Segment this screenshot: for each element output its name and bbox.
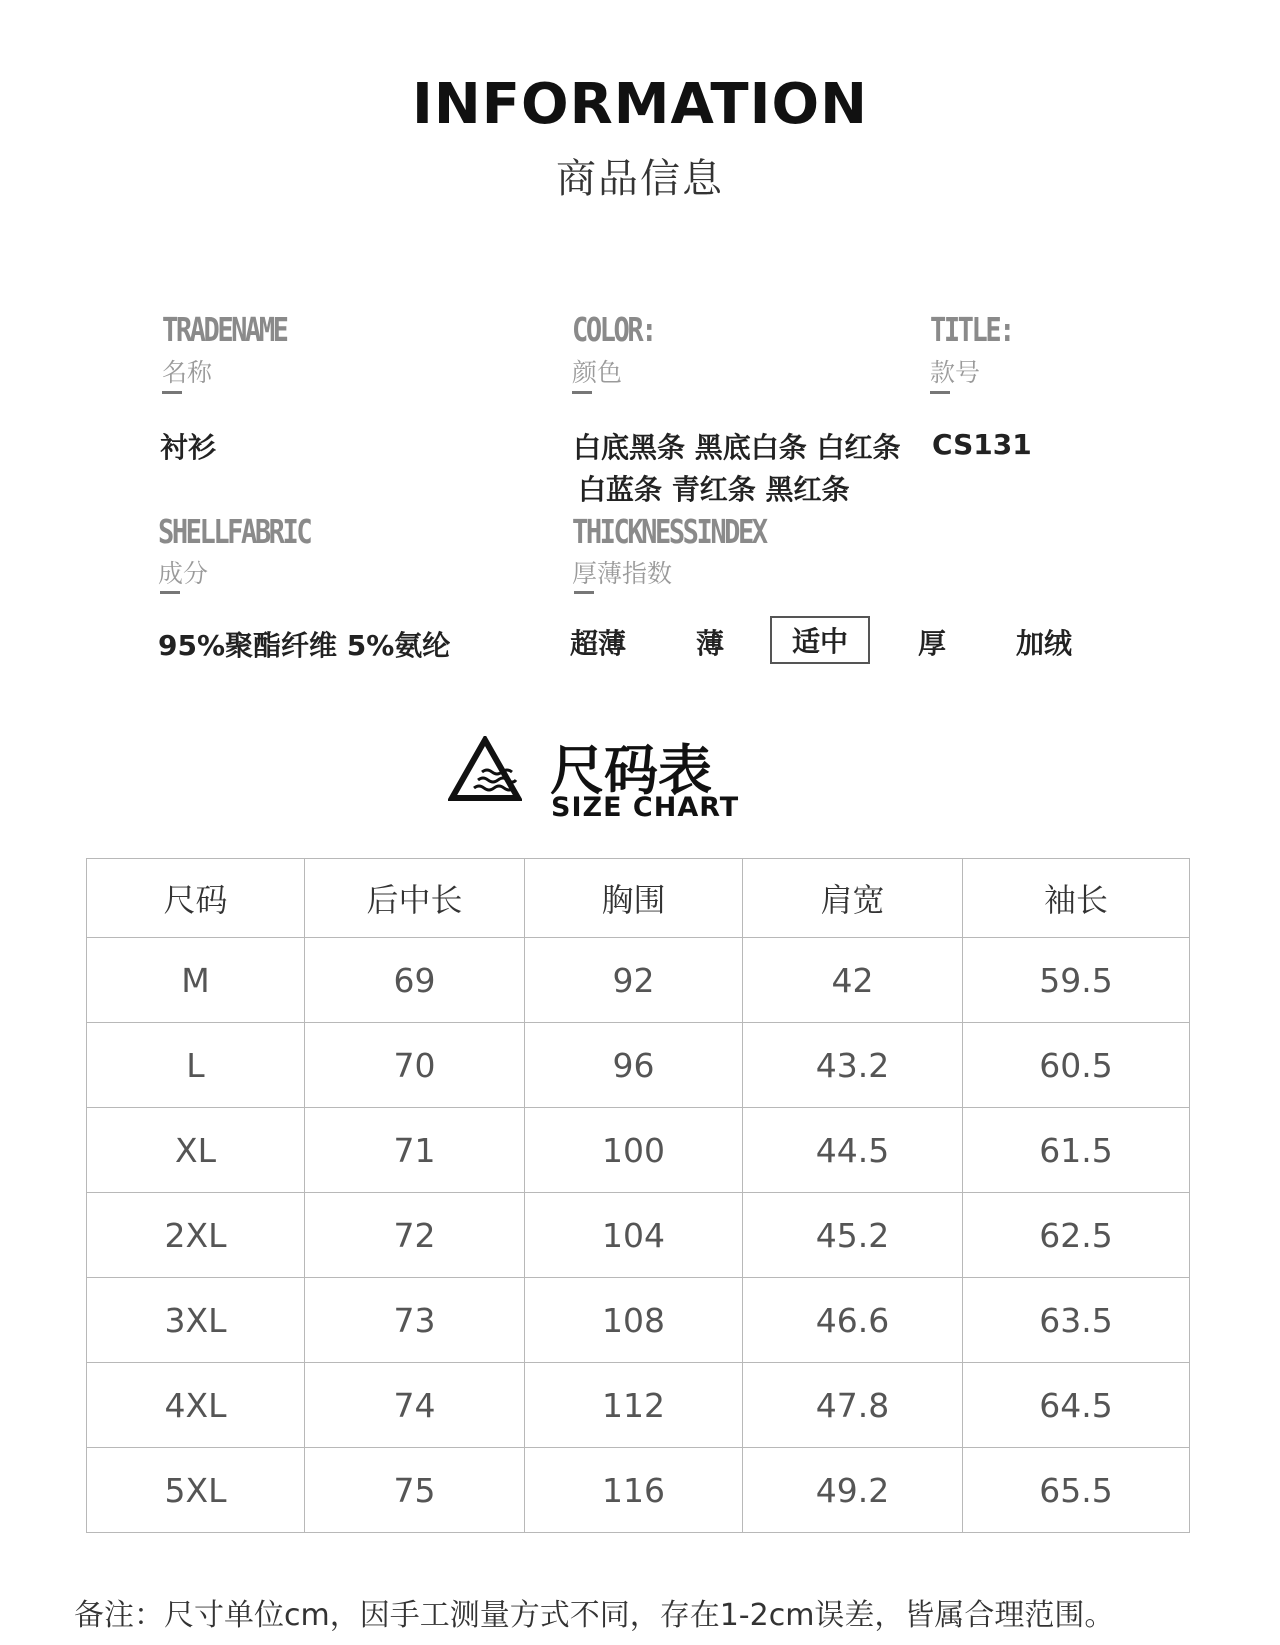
title-label-cn: 款号 <box>930 358 981 387</box>
table-cell: 100 <box>525 1108 743 1193</box>
thickness-label-cn: 厚薄指数 <box>572 559 673 588</box>
column-header: 肩宽 <box>743 859 963 938</box>
thickness-option-fleece: 加绒 <box>1016 627 1073 660</box>
table-cell: 64.5 <box>963 1363 1190 1448</box>
table-cell: 46.6 <box>743 1278 963 1363</box>
table-cell: 4XL <box>87 1363 305 1448</box>
table-cell: 49.2 <box>743 1448 963 1533</box>
table-cell: 71 <box>305 1108 525 1193</box>
table-cell: 61.5 <box>963 1108 1190 1193</box>
thickness-option-super-thin: 超薄 <box>570 627 627 660</box>
shellfabric-label-cn: 成分 <box>158 559 209 588</box>
thickness-option-medium-selected: 适中 <box>770 616 870 664</box>
title-value: CS131 <box>932 428 1032 461</box>
table-cell: 62.5 <box>963 1193 1190 1278</box>
table-row <box>87 1278 1190 1363</box>
title-label: TITLE: <box>930 310 1013 349</box>
tradename-value: 衬衫 <box>160 431 217 464</box>
column-header: 袖长 <box>963 859 1190 938</box>
table-cell: 74 <box>305 1363 525 1448</box>
table-cell: 96 <box>525 1023 743 1108</box>
table-cell: 44.5 <box>743 1108 963 1193</box>
table-cell: 75 <box>305 1448 525 1533</box>
triangle-wave-icon <box>448 736 522 802</box>
size-table <box>86 858 1190 1533</box>
title-divider <box>930 391 950 394</box>
table-cell: 112 <box>525 1363 743 1448</box>
page-title: INFORMATION <box>412 72 868 137</box>
table-cell: 42 <box>743 938 963 1023</box>
size-note: 备注：尺寸单位cm，因手工测量方式不同，存在1-2cm误差，皆属合理范围。 <box>74 1598 1115 1633</box>
table-cell: 59.5 <box>963 938 1190 1023</box>
table-cell: 108 <box>525 1278 743 1363</box>
color-value-line1: 白底黑条 黑底白条 白红条 <box>573 431 901 464</box>
thickness-label: THICKNESSINDEX <box>572 512 766 551</box>
table-cell: 72 <box>305 1193 525 1278</box>
table-cell: XL <box>87 1108 305 1193</box>
table-row <box>87 1193 1190 1278</box>
table-cell: 73 <box>305 1278 525 1363</box>
table-cell: 69 <box>305 938 525 1023</box>
thickness-option-thick: 厚 <box>918 627 947 660</box>
table-cell: L <box>87 1023 305 1108</box>
table-cell: M <box>87 938 305 1023</box>
color-label-cn: 颜色 <box>572 358 623 387</box>
page-subtitle: 商品信息 <box>556 156 724 202</box>
table-cell: 65.5 <box>963 1448 1190 1533</box>
table-cell: 92 <box>525 938 743 1023</box>
color-value-line2: 白蓝条 青红条 黑红条 <box>578 473 850 506</box>
color-divider <box>572 391 592 394</box>
tradename-divider <box>162 391 182 394</box>
thickness-divider <box>574 591 594 594</box>
shellfabric-value: 95%聚酯纤维 5%氨纶 <box>158 629 451 662</box>
table-cell: 43.2 <box>743 1023 963 1108</box>
column-header: 尺码 <box>87 859 305 938</box>
table-header-row <box>87 859 1190 938</box>
shellfabric-label: SHELLFABRIC <box>158 512 311 551</box>
thickness-option-thin: 薄 <box>696 627 725 660</box>
table-row <box>87 1448 1190 1533</box>
table-row <box>87 1023 1190 1108</box>
table-row <box>87 938 1190 1023</box>
size-chart-title: 尺码表 <box>550 739 712 802</box>
size-chart-subtitle: SIZE CHART <box>551 792 740 823</box>
table-cell: 70 <box>305 1023 525 1108</box>
tradename-label-cn: 名称 <box>162 358 213 387</box>
table-cell: 5XL <box>87 1448 305 1533</box>
table-row <box>87 1108 1190 1193</box>
table-row <box>87 1363 1190 1448</box>
table-cell: 104 <box>525 1193 743 1278</box>
shellfabric-divider <box>160 591 180 594</box>
table-cell: 63.5 <box>963 1278 1190 1363</box>
table-cell: 45.2 <box>743 1193 963 1278</box>
table-cell: 2XL <box>87 1193 305 1278</box>
column-header: 胸围 <box>525 859 743 938</box>
table-cell: 60.5 <box>963 1023 1190 1108</box>
table-cell: 47.8 <box>743 1363 963 1448</box>
table-cell: 116 <box>525 1448 743 1533</box>
tradename-label: TRADENAME <box>162 310 287 349</box>
table-cell: 3XL <box>87 1278 305 1363</box>
color-label: COLOR: <box>572 310 655 349</box>
column-header: 后中长 <box>305 859 525 938</box>
